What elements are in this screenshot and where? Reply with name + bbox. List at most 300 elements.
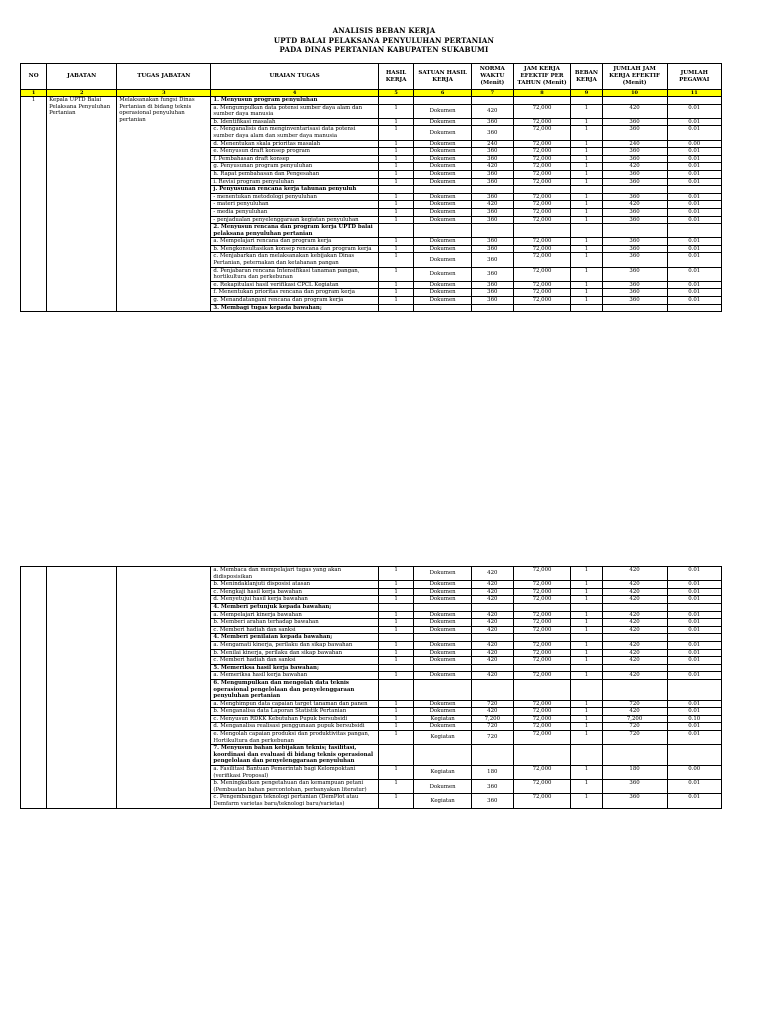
hasil-kerja-cell: 1 (378, 140, 414, 148)
beban-kerja-cell: 1 (571, 596, 602, 604)
norma-waktu-cell: 720 (471, 723, 513, 731)
uraian-tugas-cell: - menentukan metodologi penyuluhan (211, 193, 378, 201)
title-line-1: ANALISIS BEBAN KERJA (332, 26, 436, 35)
jumlah-jam-cell: 720 (602, 700, 667, 708)
satuan-cell: Dokumen (414, 281, 472, 289)
empty-cell (513, 186, 571, 194)
empty-cell (378, 603, 414, 611)
satuan-cell: Dokumen (414, 238, 472, 246)
satuan-cell: Dokumen (414, 163, 472, 171)
jumlah-pegawai-cell: 0.10 (667, 715, 722, 723)
norma-waktu-cell: 420 (471, 163, 513, 171)
hasil-kerja-cell: 1 (378, 715, 414, 723)
hasil-kerja-cell: 1 (378, 567, 414, 581)
norma-waktu-cell: 420 (471, 581, 513, 589)
empty-cell (571, 603, 602, 611)
hasil-kerja-cell: 1 (378, 267, 414, 281)
hasil-kerja-cell: 1 (378, 596, 414, 604)
hasil-kerja-cell: 1 (378, 208, 414, 216)
empty-cell (414, 745, 472, 766)
jabatan-cell (47, 567, 117, 809)
hasil-kerja-cell: 1 (378, 201, 414, 209)
hasil-kerja-cell: 1 (378, 700, 414, 708)
empty-cell (414, 679, 472, 700)
jam-kerja-cell: 72,000 (513, 619, 571, 627)
norma-waktu-cell: 360 (471, 178, 513, 186)
header-uraian: URAIAN TUGAS (211, 64, 378, 90)
jabatan-cell: Kepala UPTD Balai Pelaksana Penyuluhan Pertanian (47, 97, 117, 312)
norma-waktu-cell: 420 (471, 657, 513, 665)
uraian-tugas-cell: 6. Mengumpulkan dan mengolah data teknis operasional pengelolaan dan penyelenggaraan penyuluhan pertanian (211, 679, 378, 700)
jumlah-pegawai-cell: 0.01 (667, 281, 722, 289)
jam-kerja-cell: 72,000 (513, 253, 571, 267)
beban-kerja-cell: 1 (571, 715, 602, 723)
satuan-cell: Dokumen (414, 267, 472, 281)
workload-table-page-1 (20, 63, 722, 312)
norma-waktu-cell: 360 (471, 148, 513, 156)
empty-cell (378, 186, 414, 194)
hasil-kerja-cell: 1 (378, 672, 414, 680)
jam-kerja-cell: 72,000 (513, 163, 571, 171)
jam-kerja-cell: 72,000 (513, 794, 571, 808)
jam-kerja-cell: 72,000 (513, 672, 571, 680)
uraian-tugas-cell: f. Pembahasan draft konsep (211, 155, 378, 163)
colnum: 3 (117, 90, 211, 97)
jumlah-jam-cell: 180 (602, 766, 667, 780)
uraian-tugas-cell: - penjadualan penyelenggaraan kegiatan penyuluhan (211, 216, 378, 224)
empty-cell (602, 603, 667, 611)
beban-kerja-cell: 1 (571, 208, 602, 216)
jumlah-pegawai-cell: 0.00 (667, 140, 722, 148)
norma-waktu-cell: 360 (471, 193, 513, 201)
jumlah-jam-cell: 420 (602, 657, 667, 665)
beban-kerja-cell: 1 (571, 766, 602, 780)
empty-cell (667, 745, 722, 766)
jam-kerja-cell: 72,000 (513, 731, 571, 745)
empty-cell (378, 664, 414, 672)
beban-kerja-cell: 1 (571, 731, 602, 745)
norma-waktu-cell: 360 (471, 780, 513, 794)
empty-cell (378, 224, 414, 238)
empty-cell (513, 745, 571, 766)
jumlah-jam-cell: 7,200 (602, 715, 667, 723)
empty-cell (513, 224, 571, 238)
jumlah-jam-cell: 360 (602, 267, 667, 281)
jam-kerja-cell: 72,000 (513, 780, 571, 794)
beban-kerja-cell: 1 (571, 245, 602, 253)
jumlah-pegawai-cell: 0.01 (667, 126, 722, 140)
jumlah-jam-cell: 420 (602, 567, 667, 581)
norma-waktu-cell: 420 (471, 672, 513, 680)
norma-waktu-cell: 420 (471, 708, 513, 716)
uraian-tugas-cell: b. Mengkonsultasikan konsep rencana dan program kerja (211, 245, 378, 253)
jumlah-pegawai-cell: 0.01 (667, 588, 722, 596)
hasil-kerja-cell: 1 (378, 193, 414, 201)
empty-cell (667, 603, 722, 611)
norma-waktu-cell: 240 (471, 140, 513, 148)
empty-cell (667, 634, 722, 642)
uraian-tugas-cell: a. Menghimpun data capaian target tanaman dan panen (211, 700, 378, 708)
jumlah-jam-cell: 360 (602, 155, 667, 163)
empty-cell (571, 664, 602, 672)
hasil-kerja-cell: 1 (378, 148, 414, 156)
uraian-tugas-cell: d. Menganalisa realisasi penggunaan pupuk bersubsidi (211, 723, 378, 731)
jumlah-jam-cell: 420 (602, 596, 667, 604)
empty-cell (471, 603, 513, 611)
hasil-kerja-cell: 1 (378, 766, 414, 780)
uraian-tugas-cell: e. Rekapitulasi hasil verifikasi CPCL Kegiatan (211, 281, 378, 289)
jumlah-jam-cell: 420 (602, 649, 667, 657)
hasil-kerja-cell: 1 (378, 126, 414, 140)
hasil-kerja-cell: 1 (378, 588, 414, 596)
column-number-row (21, 90, 722, 97)
jumlah-jam-cell: 420 (602, 588, 667, 596)
uraian-tugas-cell: c. Mengkaji hasil kerja bawahan (211, 588, 378, 596)
jam-kerja-cell: 72,000 (513, 626, 571, 634)
colnum: 5 (378, 90, 414, 97)
task-group-row (21, 97, 722, 105)
uraian-tugas-cell: 2. Menyusun rencana dan program kerja UPTD balai pelaksana penyuluhan pertanian (211, 224, 378, 238)
empty-cell (602, 224, 667, 238)
norma-waktu-cell: 360 (471, 297, 513, 305)
empty-cell (513, 664, 571, 672)
jumlah-jam-cell: 420 (602, 708, 667, 716)
document-title (0, 26, 768, 55)
satuan-cell: Dokumen (414, 611, 472, 619)
jumlah-jam-cell: 420 (602, 619, 667, 627)
jumlah-jam-cell: 360 (602, 289, 667, 297)
empty-cell (571, 304, 602, 312)
jam-kerja-cell: 72,000 (513, 297, 571, 305)
satuan-cell: Dokumen (414, 104, 472, 118)
empty-cell (414, 97, 472, 105)
uraian-tugas-cell: d. Menentukan skala prioritas masalah (211, 140, 378, 148)
empty-cell (414, 186, 472, 194)
empty-cell (602, 304, 667, 312)
satuan-cell: Kegiatan (414, 715, 472, 723)
jam-kerja-cell: 72,000 (513, 567, 571, 581)
satuan-cell: Dokumen (414, 253, 472, 267)
jam-kerja-cell: 72,000 (513, 281, 571, 289)
uraian-tugas-cell: d. Menyetujui hasil kerja bawahan (211, 596, 378, 604)
empty-cell (667, 664, 722, 672)
jumlah-jam-cell: 420 (602, 581, 667, 589)
jumlah-jam-cell: 420 (602, 163, 667, 171)
norma-waktu-cell: 420 (471, 104, 513, 118)
jam-kerja-cell: 72,000 (513, 140, 571, 148)
uraian-tugas-cell: e. Menyusun draft konsep program (211, 148, 378, 156)
jam-kerja-cell: 72,000 (513, 104, 571, 118)
norma-waktu-cell: 360 (471, 208, 513, 216)
hasil-kerja-cell: 1 (378, 581, 414, 589)
satuan-cell: Dokumen (414, 155, 472, 163)
hasil-kerja-cell: 1 (378, 104, 414, 118)
satuan-cell: Dokumen (414, 780, 472, 794)
hasil-kerja-cell: 1 (378, 619, 414, 627)
hasil-kerja-cell: 1 (378, 118, 414, 126)
no-cell (21, 567, 47, 809)
uraian-tugas-cell: 4. Memberi petunjuk kepada bawahan; (211, 603, 378, 611)
uraian-tugas-cell: 1. Menyusun program penyuluhan (211, 97, 378, 105)
jumlah-jam-cell: 420 (602, 626, 667, 634)
beban-kerja-cell: 1 (571, 567, 602, 581)
norma-waktu-cell: 420 (471, 588, 513, 596)
uraian-tugas-cell: c. Menganalisis dan menginventarisasi data potensi sumber daya alam dan sumber daya manusia (211, 126, 378, 140)
hasil-kerja-cell: 1 (378, 731, 414, 745)
jumlah-pegawai-cell: 0.01 (667, 626, 722, 634)
uraian-tugas-cell: - materi penyuluhan (211, 201, 378, 209)
norma-waktu-cell: 420 (471, 567, 513, 581)
header-jabatan: JABATAN (47, 64, 117, 90)
satuan-cell: Dokumen (414, 708, 472, 716)
beban-kerja-cell: 1 (571, 148, 602, 156)
beban-kerja-cell: 1 (571, 700, 602, 708)
satuan-cell: Dokumen (414, 201, 472, 209)
header-jam-kerja: JAM KERJA EFEKTIF PER TAHUN (Menit) (513, 64, 571, 90)
header-pegawai: JUMLAH PEGAWAI (667, 64, 722, 90)
hasil-kerja-cell: 1 (378, 708, 414, 716)
uraian-tugas-cell: a. Mempelajari rencana dan program kerja (211, 238, 378, 246)
empty-cell (378, 634, 414, 642)
table-body-page-1 (21, 97, 722, 312)
norma-waktu-cell: 360 (471, 245, 513, 253)
hasil-kerja-cell: 1 (378, 170, 414, 178)
empty-cell (571, 679, 602, 700)
norma-waktu-cell: 360 (471, 238, 513, 246)
jam-kerja-cell: 72,000 (513, 700, 571, 708)
empty-cell (414, 603, 472, 611)
empty-cell (378, 97, 414, 105)
jumlah-jam-cell: 720 (602, 731, 667, 745)
header-jumlah-jam: JUMLAH JAM KERJA EFEKTIF (Menit) (602, 64, 667, 90)
beban-kerja-cell: 1 (571, 641, 602, 649)
uraian-tugas-cell: c. Memberi hadiah dan sanksi (211, 626, 378, 634)
beban-kerja-cell: 1 (571, 281, 602, 289)
empty-cell (471, 304, 513, 312)
beban-kerja-cell: 1 (571, 626, 602, 634)
hasil-kerja-cell: 1 (378, 626, 414, 634)
jumlah-pegawai-cell: 0.01 (667, 567, 722, 581)
jumlah-jam-cell: 360 (602, 148, 667, 156)
beban-kerja-cell: 1 (571, 581, 602, 589)
beban-kerja-cell: 1 (571, 118, 602, 126)
beban-kerja-cell: 1 (571, 170, 602, 178)
norma-waktu-cell: 360 (471, 267, 513, 281)
no-cell: 1 (21, 97, 47, 312)
norma-waktu-cell: 720 (471, 700, 513, 708)
empty-cell (471, 634, 513, 642)
jumlah-pegawai-cell: 0.01 (667, 118, 722, 126)
hasil-kerja-cell: 1 (378, 216, 414, 224)
norma-waktu-cell: 360 (471, 794, 513, 808)
beban-kerja-cell: 1 (571, 780, 602, 794)
jumlah-jam-cell: 420 (602, 201, 667, 209)
jam-kerja-cell: 72,000 (513, 193, 571, 201)
satuan-cell: Dokumen (414, 245, 472, 253)
jumlah-pegawai-cell: 0.01 (667, 297, 722, 305)
norma-waktu-cell: 420 (471, 626, 513, 634)
empty-cell (602, 186, 667, 194)
hasil-kerja-cell: 1 (378, 178, 414, 186)
jumlah-pegawai-cell: 0.01 (667, 581, 722, 589)
colnum: 7 (471, 90, 513, 97)
beban-kerja-cell: 1 (571, 201, 602, 209)
header-satuan: SATUAN HASIL KERJA (414, 64, 472, 90)
empty-cell (378, 679, 414, 700)
empty-cell (667, 679, 722, 700)
header-norma: NORMA WAKTU (Menit) (471, 64, 513, 90)
uraian-tugas-cell: b. Menganalisa data Laporan Statistik Pertanian (211, 708, 378, 716)
uraian-tugas-cell: a. Mempelajari kinerja bawahan (211, 611, 378, 619)
hasil-kerja-cell: 1 (378, 780, 414, 794)
empty-cell (414, 304, 472, 312)
satuan-cell: Kegiatan (414, 731, 472, 745)
colnum: 6 (414, 90, 472, 97)
jumlah-jam-cell: 240 (602, 140, 667, 148)
jumlah-pegawai-cell: 0.01 (667, 178, 722, 186)
hasil-kerja-cell: 1 (378, 649, 414, 657)
uraian-tugas-cell: d. Penjabaran rencana Intensifikasi tanaman pangan, hortikultura dan perkebunan (211, 267, 378, 281)
norma-waktu-cell: 360 (471, 118, 513, 126)
satuan-cell: Dokumen (414, 216, 472, 224)
beban-kerja-cell: 1 (571, 178, 602, 186)
jumlah-pegawai-cell: 0.01 (667, 731, 722, 745)
workload-table-page-2 (20, 566, 722, 809)
jumlah-pegawai-cell: 0.01 (667, 253, 722, 267)
jumlah-pegawai-cell: 0.01 (667, 596, 722, 604)
satuan-cell: Dokumen (414, 581, 472, 589)
satuan-cell: Dokumen (414, 672, 472, 680)
hasil-kerja-cell: 1 (378, 289, 414, 297)
jam-kerja-cell: 72,000 (513, 170, 571, 178)
jumlah-jam-cell: 360 (602, 281, 667, 289)
jam-kerja-cell: 72,000 (513, 245, 571, 253)
jumlah-jam-cell: 360 (602, 170, 667, 178)
empty-cell (571, 634, 602, 642)
norma-waktu-cell: 180 (471, 766, 513, 780)
colnum: 2 (47, 90, 117, 97)
empty-cell (513, 634, 571, 642)
jumlah-jam-cell: 420 (602, 641, 667, 649)
empty-cell (571, 186, 602, 194)
uraian-tugas-cell: a. Mengamati kinerja, perilaku dan sikap bawahan (211, 641, 378, 649)
uraian-tugas-cell: f. Menentukan prioritas rencana dan program kerja (211, 289, 378, 297)
beban-kerja-cell: 1 (571, 672, 602, 680)
satuan-cell: Dokumen (414, 641, 472, 649)
jumlah-jam-cell: 360 (602, 193, 667, 201)
jumlah-jam-cell: 360 (602, 178, 667, 186)
beban-kerja-cell: 1 (571, 794, 602, 808)
table-body-page-2 (21, 567, 722, 809)
satuan-cell: Dokumen (414, 170, 472, 178)
beban-kerja-cell: 1 (571, 238, 602, 246)
beban-kerja-cell: 1 (571, 611, 602, 619)
jam-kerja-cell: 72,000 (513, 581, 571, 589)
jumlah-jam-cell: 360 (602, 780, 667, 794)
uraian-tugas-cell: a. Memeriksa hasil kerja bawahan (211, 672, 378, 680)
jumlah-pegawai-cell: 0.01 (667, 238, 722, 246)
jumlah-jam-cell: 720 (602, 723, 667, 731)
jam-kerja-cell: 72,000 (513, 238, 571, 246)
uraian-tugas-cell: g. Penyusunan program penyuluhan (211, 163, 378, 171)
uraian-tugas-cell: - media penyuluhan (211, 208, 378, 216)
jam-kerja-cell: 72,000 (513, 148, 571, 156)
jumlah-pegawai-cell: 0.01 (667, 649, 722, 657)
jumlah-jam-cell: 360 (602, 253, 667, 267)
jam-kerja-cell: 72,000 (513, 178, 571, 186)
satuan-cell: Dokumen (414, 289, 472, 297)
empty-cell (471, 224, 513, 238)
satuan-cell: Dokumen (414, 297, 472, 305)
empty-cell (602, 679, 667, 700)
satuan-cell: Dokumen (414, 208, 472, 216)
uraian-tugas-cell: b. Identifikasi masalah (211, 118, 378, 126)
uraian-tugas-cell: a. Membaca dan mempelajari tugas yang akan didisposisikan (211, 567, 378, 581)
jam-kerja-cell: 72,000 (513, 126, 571, 140)
empty-cell (471, 186, 513, 194)
jumlah-pegawai-cell: 0.00 (667, 766, 722, 780)
uraian-tugas-cell: b. Menilai kinerja, perilaku dan sikap bawahan (211, 649, 378, 657)
jumlah-jam-cell: 420 (602, 104, 667, 118)
hasil-kerja-cell: 1 (378, 245, 414, 253)
norma-waktu-cell: 420 (471, 611, 513, 619)
norma-waktu-cell: 420 (471, 649, 513, 657)
hasil-kerja-cell: 1 (378, 281, 414, 289)
uraian-tugas-cell: 5. Memeriksa hasil kerja bawahan; (211, 664, 378, 672)
jumlah-jam-cell: 360 (602, 208, 667, 216)
jam-kerja-cell: 72,000 (513, 289, 571, 297)
norma-waktu-cell: 720 (471, 731, 513, 745)
norma-waktu-cell: 360 (471, 155, 513, 163)
satuan-cell: Dokumen (414, 118, 472, 126)
uraian-tugas-cell: 4. Memberi penilaian kepada bawahan; (211, 634, 378, 642)
empty-cell (513, 97, 571, 105)
uraian-tugas-cell: b. Meningkatkan pengetahuan dan kemampuan petani (Pembuatan bahan percontohan, perbanyakan literatur) (211, 780, 378, 794)
norma-waktu-cell: 360 (471, 253, 513, 267)
hasil-kerja-cell: 1 (378, 253, 414, 267)
jumlah-pegawai-cell: 0.01 (667, 723, 722, 731)
hasil-kerja-cell: 1 (378, 297, 414, 305)
empty-cell (602, 664, 667, 672)
norma-waktu-cell: 420 (471, 641, 513, 649)
jumlah-pegawai-cell: 0.01 (667, 104, 722, 118)
jumlah-jam-cell: 420 (602, 672, 667, 680)
colnum: 11 (667, 90, 722, 97)
hasil-kerja-cell: 1 (378, 238, 414, 246)
empty-cell (471, 745, 513, 766)
uraian-tugas-cell: c. Pengembangan teknologi pertanian (DemPlot atau Demfarm varietas baru/teknologi baru/varietas) (211, 794, 378, 808)
colnum: 8 (513, 90, 571, 97)
jumlah-jam-cell: 360 (602, 126, 667, 140)
satuan-cell: Dokumen (414, 596, 472, 604)
beban-kerja-cell: 1 (571, 723, 602, 731)
satuan-cell: Dokumen (414, 619, 472, 627)
beban-kerja-cell: 1 (571, 657, 602, 665)
title-line-2: UPTD BALAI PELAKSANA PENYULUHAN PERTANIAN (273, 35, 495, 45)
satuan-cell: Dokumen (414, 657, 472, 665)
jam-kerja-cell: 72,000 (513, 715, 571, 723)
uraian-tugas-cell: a. Mengumpulkan data potensi sumber daya alam dan sumber daya manusia (211, 104, 378, 118)
jam-kerja-cell: 72,000 (513, 208, 571, 216)
jam-kerja-cell: 72,000 (513, 596, 571, 604)
jam-kerja-cell: 72,000 (513, 118, 571, 126)
jam-kerja-cell: 72,000 (513, 216, 571, 224)
satuan-cell: Dokumen (414, 723, 472, 731)
jumlah-jam-cell: 360 (602, 118, 667, 126)
hasil-kerja-cell: 1 (378, 723, 414, 731)
jumlah-pegawai-cell: 0.01 (667, 193, 722, 201)
satuan-cell: Dokumen (414, 178, 472, 186)
